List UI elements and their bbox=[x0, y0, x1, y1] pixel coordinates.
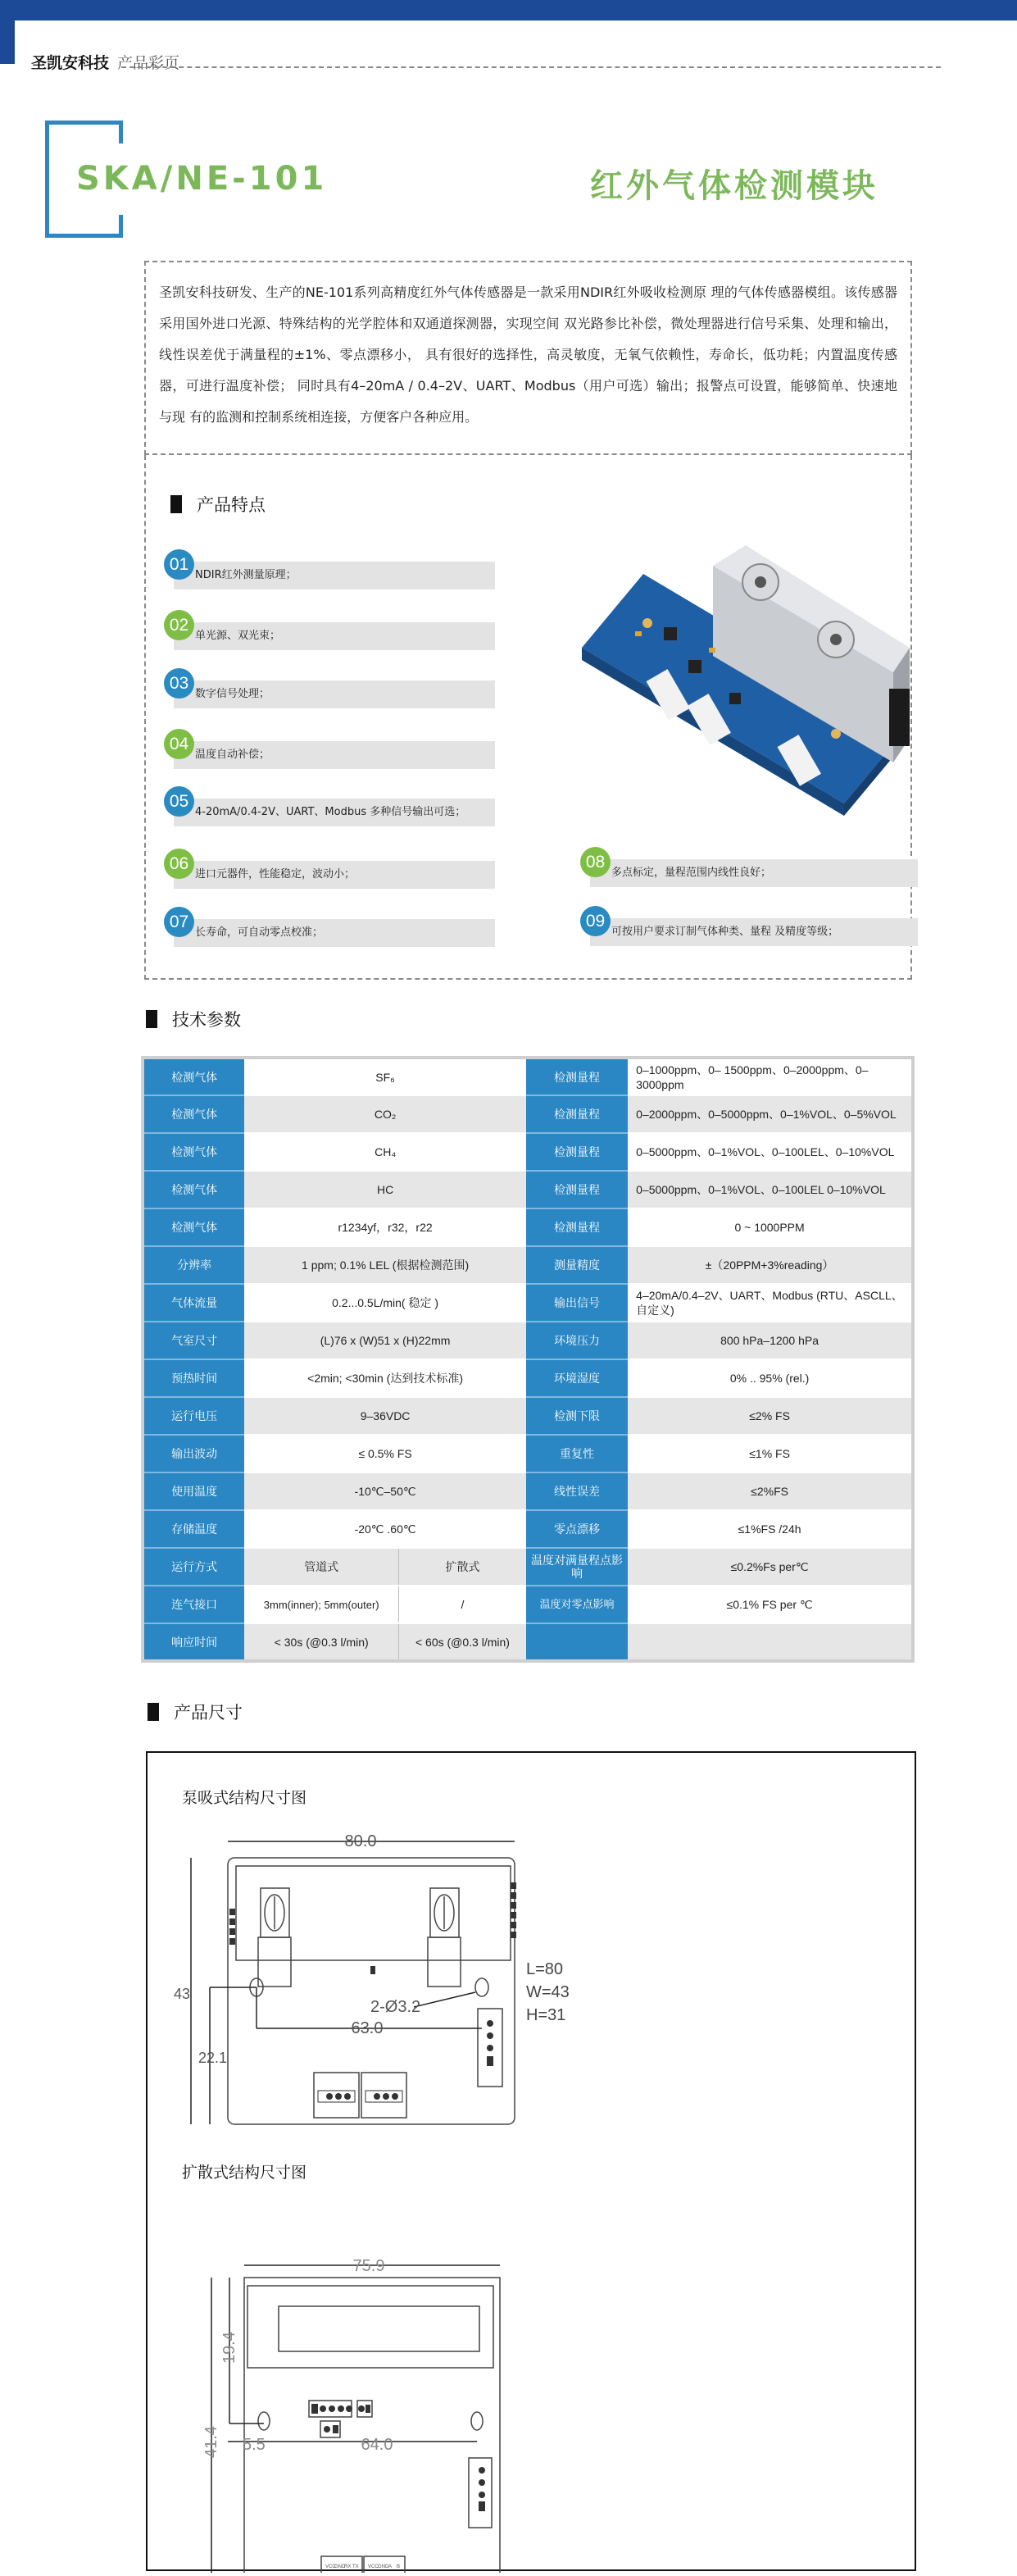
pump-drawing-label: 泵吸式结构尺寸图 bbox=[182, 1789, 307, 1807]
connector2-pin-label: B bbox=[397, 2565, 401, 2569]
feature-number-badge: 09 bbox=[580, 906, 611, 936]
spec-label: 重复性 bbox=[526, 1435, 628, 1472]
connector1-pin-label: TX bbox=[352, 2565, 359, 2569]
spec-value: 0–2000ppm、0–5000ppm、0–1%VOL、0–5%VOL bbox=[628, 1095, 913, 1133]
spec-label: 气体流量 bbox=[143, 1284, 244, 1322]
spec-label: 环境压力 bbox=[526, 1322, 628, 1359]
feature-number-badge: 07 bbox=[164, 907, 194, 937]
spec-value bbox=[628, 1623, 913, 1661]
spec-value: 0.2...0.5L/min( 稳定 ) bbox=[244, 1284, 526, 1322]
connector2-pin-label: VCC bbox=[368, 2565, 379, 2569]
brochure-label: 产品彩页 bbox=[117, 54, 180, 72]
spec-label: 连气接口 bbox=[143, 1586, 244, 1623]
diffusion-hole-offset-y-dim: 19.4 bbox=[220, 2332, 238, 2364]
spec-value: -10℃–50℃ bbox=[244, 1472, 526, 1510]
table-row bbox=[143, 1510, 913, 1548]
spec-label: 温度对零点影响 bbox=[526, 1586, 628, 1623]
spec-label: 气室尺寸 bbox=[143, 1322, 244, 1359]
spec-value: 1 ppm; 0.1% LEL (根据检测范围) bbox=[244, 1246, 526, 1284]
spec-label: 检测气体 bbox=[143, 1133, 244, 1171]
features-title: 产品特点 bbox=[197, 495, 266, 515]
spec-value: ≤2% FS bbox=[628, 1397, 913, 1435]
feature-number-badge: 04 bbox=[164, 729, 194, 759]
summary-length: L=80 bbox=[526, 1960, 564, 1978]
pump-hole-height-dim: 22.1 bbox=[198, 2050, 228, 2066]
diffusion-drawing-label: 扩散式结构尺寸图 bbox=[182, 2164, 307, 2182]
table-row bbox=[143, 1359, 913, 1397]
spec-value: 0% .. 95% (rel.) bbox=[628, 1359, 913, 1397]
spec-value: (L)76 x (W)51 x (H)22mm bbox=[244, 1322, 526, 1359]
spec-label: 分辨率 bbox=[143, 1246, 244, 1284]
feature-number-badge: 01 bbox=[164, 549, 194, 580]
spec-table bbox=[141, 1056, 915, 1663]
connector1-pin-label: GND bbox=[334, 2565, 346, 2569]
feature-text: 单光源、双光束； bbox=[174, 622, 495, 650]
spec-value: ≤ 0.5% FS bbox=[244, 1435, 526, 1472]
title-bracket-cap bbox=[119, 215, 123, 238]
spec-label: 输出信号 bbox=[526, 1284, 628, 1322]
spec-label: 检测量程 bbox=[526, 1095, 628, 1133]
spec-label: 环境湿度 bbox=[526, 1359, 628, 1397]
spec-value: 0–1000ppm、0– 1500ppm、0–2000ppm、0–3000ppm bbox=[628, 1058, 913, 1095]
feature-text: 多点标定，量程范围内线性良好； bbox=[590, 859, 918, 887]
spec-label: 检测气体 bbox=[143, 1208, 244, 1246]
feature-number-badge: 02 bbox=[164, 610, 194, 640]
spec-label: 响应时间 bbox=[143, 1623, 244, 1661]
page-header bbox=[31, 51, 179, 73]
product-image bbox=[565, 533, 910, 828]
spec-value: r1234yf，r32，r22 bbox=[244, 1208, 526, 1246]
table-row bbox=[143, 1548, 913, 1586]
spec-label: 使用温度 bbox=[143, 1472, 244, 1510]
spec-value: ≤0.1% FS per ℃ bbox=[628, 1586, 913, 1623]
features-heading bbox=[170, 492, 266, 517]
spec-value: 3mm(inner); 5mm(outer) bbox=[244, 1586, 398, 1623]
feature-number-badge: 03 bbox=[164, 668, 194, 699]
spec-value: 0–5000ppm、0–1%VOL、0–100LEL、0–10%VOL bbox=[628, 1133, 913, 1171]
intro-paragraph: 圣凯安科技研发、生产的NE-101系列高精度红外气体传感器是一款采用NDIR红外吸收检测原 理的气体传感器模组。该传感器采用国外进口光源、特殊结构的光学腔体和双通道探测器，实现空间 双光路参比补偿，微处理器进行信号采集、处理和输出，线性误差优于满量程的±1%、零点漂移小， 具有很好的选择性，高灵敏度，无氧气依赖性，寿命长，低功耗；内置温度传感器，可进行温度补偿； 同时具有4–20mA / 0.4–2V、UART、Modbus（用户可选）输出；报警点可设置，能够简单、快速地与现 有的监测和控制系统相连接，方便客户各种应用。 bbox=[144, 261, 912, 455]
spec-value: < 30s (@0.3 l/min) bbox=[244, 1623, 398, 1661]
diffusion-length-dim: 75.9 bbox=[352, 2257, 385, 2275]
pump-hole-spacing-dim: 63.0 bbox=[351, 2019, 384, 2037]
spec-label: 预热时间 bbox=[143, 1359, 244, 1397]
spec-value: 800 hPa–1200 hPa bbox=[628, 1322, 913, 1359]
table-row bbox=[143, 1623, 913, 1661]
product-title: 红外气体检测模块 bbox=[590, 167, 879, 205]
table-row bbox=[143, 1171, 913, 1208]
connector1-pin-label: VCC bbox=[325, 2565, 336, 2569]
table-row bbox=[143, 1133, 913, 1171]
spec-value: 扩散式 bbox=[399, 1548, 526, 1586]
spec-value: / bbox=[399, 1586, 526, 1623]
feature-text: NDIR红外测量原理； bbox=[174, 562, 495, 589]
header-divider bbox=[121, 66, 941, 68]
feature-text: 数字信号处理； bbox=[174, 680, 495, 708]
connector1-pin-label: RX bbox=[344, 2565, 352, 2569]
spec-label: 检测量程 bbox=[526, 1171, 628, 1208]
spec-value: CH₄ bbox=[244, 1133, 526, 1171]
specs-title: 技术参数 bbox=[172, 1010, 241, 1030]
top-banner bbox=[0, 0, 1017, 20]
company-name: 圣凯安科技 bbox=[31, 54, 110, 72]
title-bracket-cap bbox=[119, 121, 123, 143]
connector2-pin-label: GND bbox=[378, 2565, 389, 2569]
dimensions-heading bbox=[148, 1700, 243, 1724]
spec-label: 检测气体 bbox=[143, 1171, 244, 1208]
spec-value: 4–20mA/0.4–2V、UART、Modbus (RTU、ASCLL、自定义) bbox=[628, 1284, 913, 1322]
pump-length-dim: 80.0 bbox=[344, 1832, 377, 1850]
table-row bbox=[143, 1397, 913, 1435]
model-number: SKA/NE-101 bbox=[76, 160, 328, 198]
spec-value: < 60s (@0.3 l/min) bbox=[399, 1623, 526, 1661]
spec-label: 测量精度 bbox=[526, 1246, 628, 1284]
spec-label: 检测气体 bbox=[143, 1095, 244, 1133]
spec-value: 0–5000ppm、0–1%VOL、0–100LEL 0–10%VOL bbox=[628, 1171, 913, 1208]
spec-value: ≤2%FS bbox=[628, 1472, 913, 1510]
summary-width: W=43 bbox=[526, 1983, 570, 2001]
heading-marker-icon bbox=[148, 1703, 159, 1721]
spec-value: ≤1% FS bbox=[628, 1435, 913, 1472]
dimension-drawings bbox=[146, 1751, 916, 2571]
table-row bbox=[143, 1284, 913, 1322]
spec-label: 检测气体 bbox=[143, 1058, 244, 1095]
table-row bbox=[143, 1586, 913, 1623]
spec-label: 检测量程 bbox=[526, 1208, 628, 1246]
pump-width-dim: 43 bbox=[174, 1986, 191, 2002]
spec-value: SF₆ bbox=[244, 1058, 526, 1095]
spec-value: -20℃ .60℃ bbox=[244, 1510, 526, 1548]
top-banner-block bbox=[0, 0, 15, 64]
feature-text: 可按用户要求订制气体种类、量程 及精度等级； bbox=[590, 918, 918, 946]
diffusion-hole-offset-x-dim: 5.5 bbox=[243, 2436, 266, 2454]
connector2-pin-label: A bbox=[388, 2565, 393, 2569]
spec-label: 输出波动 bbox=[143, 1435, 244, 1472]
spec-value: HC bbox=[244, 1171, 526, 1208]
feature-text: 4-20mA/0.4-2V、UART、Modbus 多种信号输出可选； bbox=[174, 799, 495, 826]
table-row bbox=[143, 1208, 913, 1246]
spec-label: 检测量程 bbox=[526, 1058, 628, 1095]
table-row bbox=[143, 1322, 913, 1359]
table-row bbox=[143, 1246, 913, 1284]
feature-text: 温度自动补偿； bbox=[174, 741, 495, 769]
feature-number-badge: 08 bbox=[580, 847, 611, 877]
spec-label: 检测量程 bbox=[526, 1133, 628, 1171]
spec-label: 温度对满量程点影响 bbox=[526, 1548, 628, 1586]
spec-value: <2min; <30min (达到技术标准) bbox=[244, 1359, 526, 1397]
spec-label: 运行方式 bbox=[143, 1548, 244, 1586]
diffusion-hole-spacing-dim: 64.0 bbox=[361, 2436, 393, 2454]
spec-label: 存储温度 bbox=[143, 1510, 244, 1548]
feature-text: 进口元器件，性能稳定，波动小； bbox=[174, 861, 495, 889]
spec-value: ≤1%FS /24h bbox=[628, 1510, 913, 1548]
spec-value: ≤0.2%Fs per℃ bbox=[628, 1548, 913, 1586]
specs-heading bbox=[146, 1007, 241, 1031]
table-row bbox=[143, 1095, 913, 1133]
spec-label: 零点漂移 bbox=[526, 1510, 628, 1548]
spec-value: ±（20PPM+3%reading） bbox=[628, 1246, 913, 1284]
table-row bbox=[143, 1435, 913, 1472]
spec-label: 检测下限 bbox=[526, 1397, 628, 1435]
spec-value: 管道式 bbox=[244, 1548, 398, 1586]
pump-hole-dia-dim: 2-Ø3.2 bbox=[370, 1998, 421, 2016]
spec-label bbox=[526, 1623, 628, 1661]
dimensions-title: 产品尺寸 bbox=[174, 1703, 243, 1723]
heading-marker-icon bbox=[146, 1010, 157, 1028]
feature-text: 长寿命，可自动零点校准； bbox=[174, 919, 495, 947]
spec-value: 9–36VDC bbox=[244, 1397, 526, 1435]
spec-label: 线性误差 bbox=[526, 1472, 628, 1510]
spec-label: 运行电压 bbox=[143, 1397, 244, 1435]
table-row bbox=[143, 1472, 913, 1510]
feature-number-badge: 05 bbox=[164, 786, 194, 817]
spec-value: CO₂ bbox=[244, 1095, 526, 1133]
feature-number-badge: 06 bbox=[164, 849, 194, 879]
summary-height: H=31 bbox=[526, 2006, 566, 2024]
heading-marker-icon bbox=[170, 495, 182, 513]
diffusion-width-dim: 41.4 bbox=[202, 2426, 220, 2458]
spec-value: 0 ~ 1000PPM bbox=[628, 1208, 913, 1246]
table-row bbox=[143, 1058, 913, 1095]
